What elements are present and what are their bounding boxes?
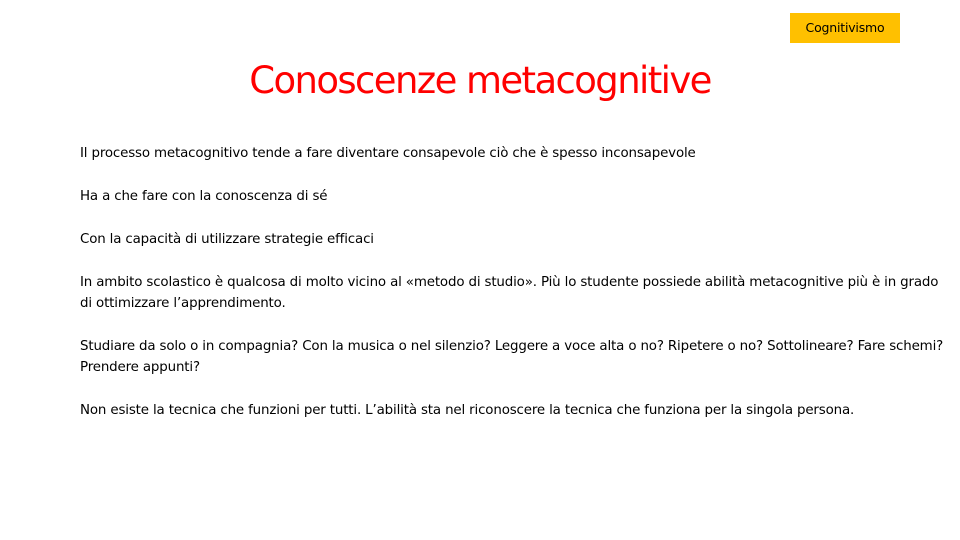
paragraph: Studiare da solo o in compagnia? Con la musica o nel silenzio? Leggere a voce alta o no? Ripetere o no? Sottolineare? Fare schemi? Prendere appunti? — [80, 339, 944, 375]
section-tag: Cognitivismo — [790, 13, 900, 43]
paragraph: Con la capacità di utilizzare strategie efficaci — [80, 232, 374, 247]
slide-title: Conoscenze metacognitive — [249, 59, 711, 102]
paragraph: Ha a che fare con la conoscenza di sé — [80, 189, 328, 204]
slide-body — [80, 143, 945, 443]
paragraph: Non esiste la tecnica che funzioni per tutti. L’abilità sta nel riconoscere la tecnica che funziona per la singola persona. — [80, 403, 855, 418]
paragraph: Il processo metacognitivo tende a fare diventare consapevole ciò che è spesso inconsapevole — [80, 146, 696, 161]
paragraph: In ambito scolastico è qualcosa di molto vicino al «metodo di studio». Più lo studente possiede abilità metacognitive più è in grado di ottimizzare l’apprendimento. — [80, 275, 939, 311]
